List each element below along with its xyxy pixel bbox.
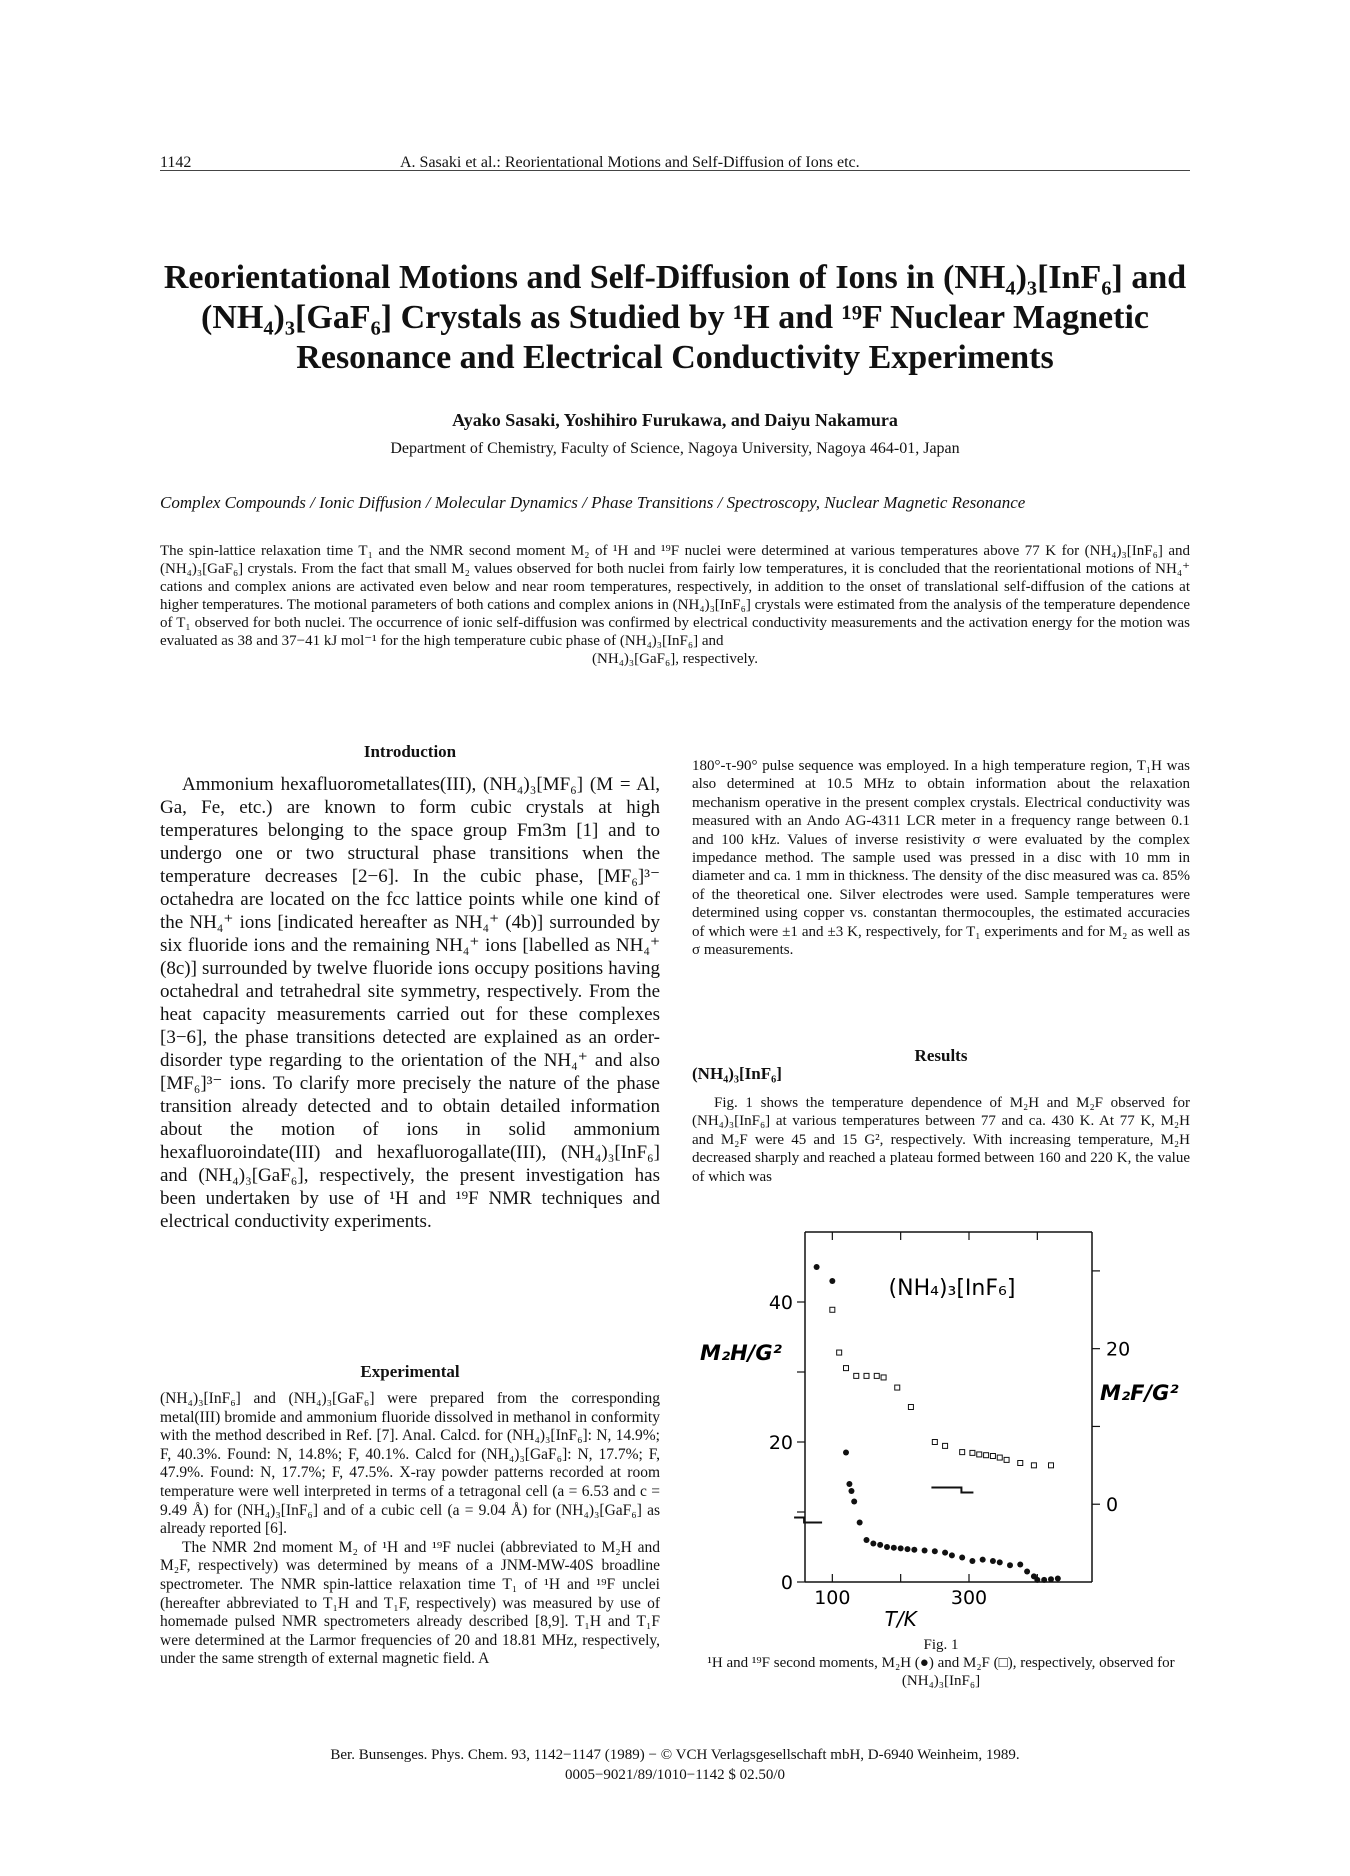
data-point-m2h (959, 1555, 965, 1561)
abstract-end: (NH₄)₃[GaF₆], respectively. (592, 651, 758, 667)
results-heading: Results (914, 1046, 968, 1065)
results-subheading: (NH₄)₃[InF₆] (692, 1064, 782, 1083)
data-point-m2h (848, 1488, 854, 1494)
data-point-m2f (837, 1350, 842, 1355)
introduction-text (160, 773, 660, 1233)
results-paragraph: Fig. 1 shows the temperature dependence of M₂H and M₂F observed for (NH₄)₃[InF₆] at various temperatures between 77 and ca. 430 K. At 77 K, M₂H and M₂F were 45 and 15 G², respectively. With increasing temperature, M₂H decreased sharply and reached a plateau formed between 160 and 220 K, the value of which was (692, 1095, 1190, 1185)
data-point-m2h (997, 1559, 1003, 1565)
data-point-m2h (891, 1545, 897, 1551)
data-point-m2h (843, 1450, 849, 1456)
abstract-text: The spin-lattice relaxation time T₁ and the NMR second moment M₂ of ¹H and ¹⁹F nuclei were determined at various temperatures above 77 K for (NH₄)₃[InF₆] and (NH₄)₃[GaF₆] crystals. From the fact that small M₂ values observed for both nuclei from fairly low temperatures, it is concluded that the reorientational motions of NH₄⁺ cations and complex anions are activated even below and near room temperatures, respectively, in addition to the onset of translational self-diffusion of the cations at higher temperatures. The motional parameters of both cations and complex anions in (NH₄)₃[InF₆] crystals were estimated from the analysis of the temperature dependence of T₁ observed for both nuclei. The occurrence of ionic self-diffusion was confirmed by electrical conductivity measurements and the activation energy for the motion was evaluated as 38 and 37−41 kJ mol⁻¹ for the high temperature cubic phase of (NH₄)₃[InF₆] and (160, 543, 1190, 649)
y-tick-label: 40 (768, 1292, 793, 1314)
affiliation: Department of Chemistry, Faculty of Science, Nagoya University, Nagoya 464-01, Japan (390, 440, 960, 457)
data-point-m2f (990, 1454, 995, 1459)
data-point-m2h (911, 1547, 917, 1553)
data-point-m2f (970, 1450, 975, 1455)
data-point-m2h (1024, 1569, 1030, 1575)
data-point-m2f (1018, 1461, 1023, 1466)
data-point-m2h (1007, 1562, 1013, 1568)
data-point-m2h (1017, 1562, 1023, 1568)
figure-label: Fig. 1 (923, 1637, 959, 1653)
introduction-heading: Introduction (363, 742, 457, 761)
y-tick-label: 20 (768, 1432, 793, 1454)
experimental-text (160, 1390, 660, 1669)
data-point-m2h (1041, 1577, 1047, 1583)
data-point-m2h (942, 1550, 948, 1556)
data-point-m2f (977, 1452, 982, 1457)
keywords: Complex Compounds / Ionic Diffusion / Molecular Dynamics / Phase Transitions / Spectroscopy, Nuclear Magnetic Resonance (160, 493, 1026, 512)
data-point-m2h (857, 1520, 863, 1526)
data-point-m2f (874, 1373, 879, 1378)
citation-line: Ber. Bunsenges. Phys. Chem. 93, 1142−1147 (1989) − © VCH Verlagsgesellschaft mbH, D-6940 Weinheim, 1989. (330, 1747, 1020, 1763)
data-point-m2h (851, 1499, 857, 1505)
figure-caption-text: ¹H and ¹⁹F second moments, M₂H (●) and M₂F (□), respectively, observed for (NH₄)₃[InF₆] (707, 1655, 1175, 1689)
data-point-m2h (870, 1541, 876, 1547)
footer (160, 1745, 1190, 1785)
data-point-m2h (1048, 1576, 1054, 1582)
results-text (692, 1094, 1190, 1186)
experimental-paragraph-1: (NH₄)₃[InF₆] and (NH₄)₃[GaF₆] were prepared from the corresponding metal(III) bromide and ammonium fluoride dissolved in methanol in conformity with the method described in Ref. [7]. Anal. Calcd. for (NH₄)₃[InF₆]: N, 14.9%; F, 40.3%. Found: N, 14.8%; F, 40.1%. Calcd for (NH₄)₃[GaF₆]: N, 17.7%; F, 47.9%. Found: N, 17.7%; F, 47.5%. X-ray powder patterns recorded at room temperature were well interpreted in terms of a tetragonal cell (a = 6.53 and c = 9.49 Å) for (NH₄)₃[InF₆] and of a cubic cell (a = 9.04 Å) for (NH₄)₃[GaF₆] as already reported [6]. (160, 1390, 660, 1538)
page-number: 1142 (160, 154, 192, 171)
y-axis-label: M₂H/G² (700, 1341, 782, 1365)
data-point-m2f (984, 1453, 989, 1458)
authors: Ayako Sasaki, Yoshihiro Furukawa, and Daiyu Nakamura (452, 410, 898, 430)
figure-caption (692, 1636, 1190, 1690)
chart-title: (NH₄)₃[InF₆] (888, 1276, 1016, 1301)
methods-continued (692, 757, 1190, 959)
data-point-m2f (908, 1405, 913, 1410)
data-point-m2f (895, 1385, 900, 1390)
data-point-m2h (829, 1278, 835, 1284)
data-point-m2f (1004, 1457, 1009, 1462)
article-title: Reorientational Motions and Self-Diffusion of Ions in (NH₄)₃[InF₆] and (NH₄)₃[GaF₆] Crystals as Studied by ¹H and ¹⁹F Nuclear Magnetic Resonance and Electrical Conductivity Experiments (163, 259, 1187, 376)
experimental-paragraph-2: The NMR 2nd moment M₂ of ¹H and ¹⁹F nuclei (abbreviated to M₂H and M₂F, respectively) was determined by means of a JNM-MW-40S broadline spectrometer. The NMR spin-lattice relaxation time T₁ of ¹H and ¹⁹F unclei (hereafter abbreviated to T₁H and T₁F, respectively) was measured by use of homemade pulsed NMR spectrometers already described [8,9]. T₁H and T₁F were determined at the Larmor frequencies of 20 and 18.81 MHz, respectively, under the same strength of external magnetic field. A (160, 1538, 660, 1668)
data-point-m2f (844, 1366, 849, 1371)
arrow-left-axis (794, 1518, 822, 1523)
data-point-m2h (898, 1545, 904, 1551)
data-point-m2f (881, 1375, 886, 1380)
introduction-paragraph: Ammonium hexafluorometallates(III), (NH₄)₃[MF₆] (M = Al, Ga, Fe, etc.) are known to form cubic crystals at high temperatures belonging to the space group Fm3m [1] and to undergo one or two structural phase transitions when the temperature decreases [2−6]. In the cubic phase, [MF₆]³⁻ octahedra are located on the fcc lattice points while one kind of the NH₄⁺ ions [indicated hereafter as NH₄⁺ (4b)] surrounded by six fluoride ions and the remaining NH₄⁺ ions [labelled as NH₄⁺ (8c)] surrounded by twelve fluoride ions occupy positions having octahedral and tetrahedral site symmetry, respectively. From the heat capacity measurements carried out for these complexes [3−6], the phase transitions detected are explained as an order-disorder type regarding to the orientation of the NH₄⁺ and also [MF₆]³⁻ ions. To clarify more precisely the nature of the phase transition already detected and to obtain detailed information about the motion of ions in solid ammonium hexafluoroindate(III) and hexafluorogallate(III), (NH₄)₃[InF₆] and (NH₄)₃[GaF₆], respectively, the present investigation has been undertaken by use of ¹H and ¹⁹F NMR techniques and electrical conductivity experiments. (160, 774, 660, 1232)
data-point-m2h (1055, 1576, 1061, 1582)
data-point-m2h (980, 1557, 986, 1563)
data-point-m2f (1031, 1463, 1036, 1468)
y2-axis-label: M₂F/G² (1100, 1381, 1179, 1405)
data-point-m2f (960, 1450, 965, 1455)
data-point-m2h (969, 1558, 975, 1564)
data-point-m2h (814, 1264, 820, 1270)
data-point-m2f (854, 1373, 859, 1378)
header-rule (160, 170, 1190, 171)
data-point-m2f (943, 1443, 948, 1448)
methods-paragraph: 180°-τ-90° pulse sequence was employed. In a high temperature region, T₁H was also determined at 10.5 MHz to obtain information about the relaxation mechanism operative in the present complex crystals. Electrical conductivity was measured with an Ando AG-4311 LCR meter in a frequency range between 0.1 and 100 kHz. Values of inverse resistivity σ were evaluated by the complex impedance method. The sample used was pressed in a disc with 10 mm in diameter and ca. 1 mm in thickness. The density of the disc measured was ca. 85% of the theoretical one. Silver electrodes were used. Sample temperatures were determined using copper vs. constantan thermocouples, the estimated accuracies of which were ±1 and ±3 K, respectively, for T₁ experiments and for M₂ as well as σ measurements. (692, 758, 1190, 959)
x-tick-label: 300 (950, 1587, 988, 1609)
figure-1 (692, 1210, 1190, 1630)
data-point-m2h (932, 1548, 938, 1554)
issn-line: 0005−9021/89/1010−1142 $ 02.50/0 (564, 1767, 786, 1783)
data-point-m2f (864, 1373, 869, 1378)
y2-tick-label: 20 (1106, 1338, 1131, 1361)
data-point-m2f (932, 1440, 937, 1445)
data-point-m2h (949, 1552, 955, 1558)
x-axis-label: T/K (884, 1607, 917, 1630)
data-point-m2h (864, 1537, 870, 1543)
y2-tick-label: 0 (1106, 1494, 1119, 1517)
data-point-m2f (997, 1455, 1002, 1460)
second-moment-chart (692, 1210, 1190, 1630)
y-tick-label: 0 (780, 1572, 793, 1594)
data-point-m2h (846, 1481, 852, 1487)
arrow-right-axis (931, 1488, 973, 1493)
data-point-m2h (922, 1548, 928, 1554)
data-point-m2h (905, 1546, 911, 1552)
x-tick-label: 100 (814, 1587, 851, 1609)
abstract (160, 542, 1190, 668)
running-title: A. Sasaki et al.: Reorientational Motions and Self-Diffusion of Ions etc. (400, 154, 860, 171)
data-point-m2f (1049, 1463, 1054, 1468)
data-point-m2f (830, 1307, 835, 1312)
data-point-m2h (884, 1544, 890, 1550)
data-point-m2h (1034, 1577, 1040, 1583)
data-point-m2h (990, 1558, 996, 1564)
data-point-m2h (877, 1542, 883, 1548)
experimental-heading: Experimental (360, 1362, 460, 1381)
